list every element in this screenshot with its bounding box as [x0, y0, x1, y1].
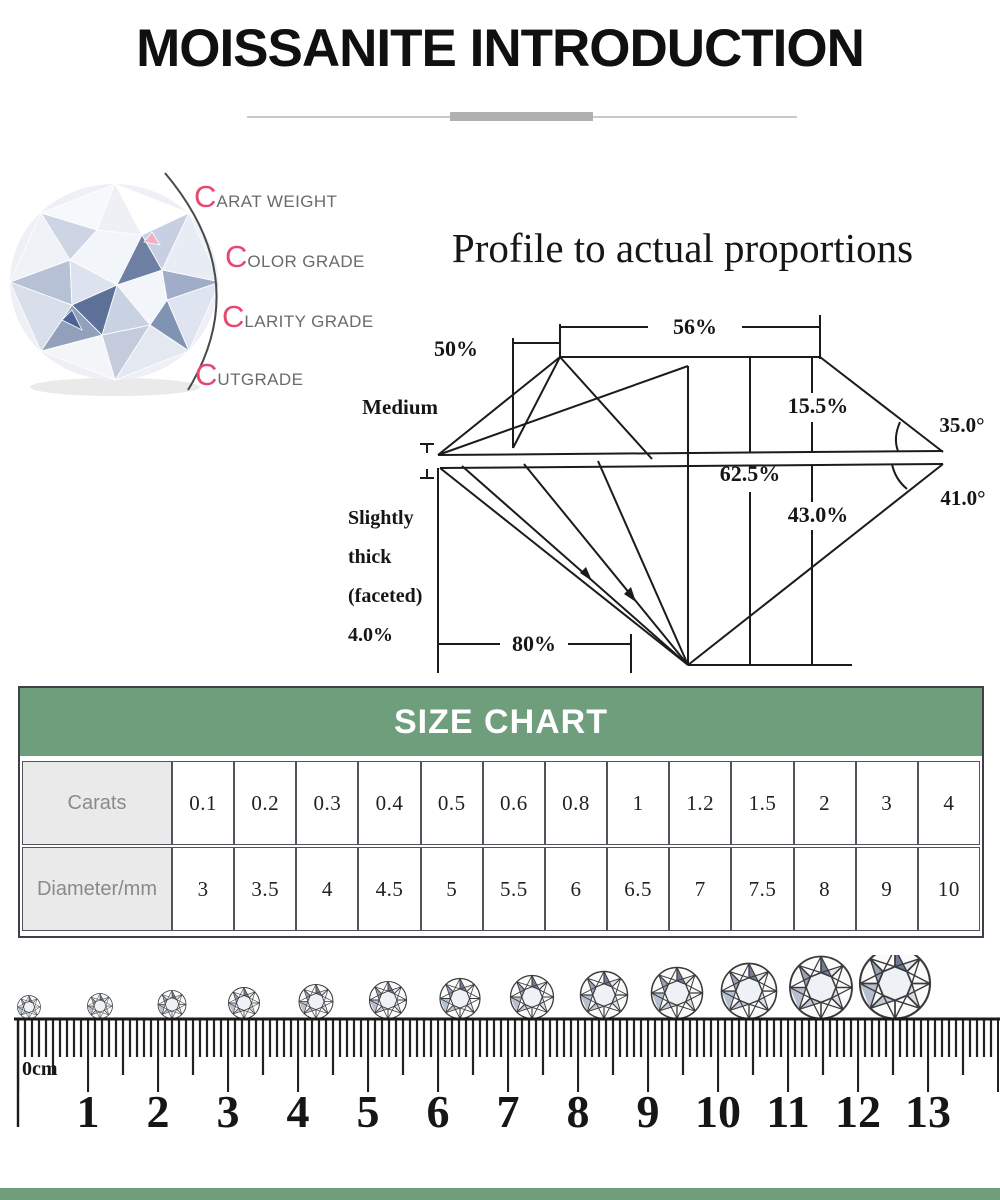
- carats-cell: 0.8: [545, 761, 607, 845]
- title-divider: [247, 112, 797, 122]
- cm-number: 7: [496, 1086, 520, 1137]
- row-label-diameter: Diameter/mm: [22, 847, 172, 931]
- label-pavilion-depth: 43.0%: [787, 502, 849, 527]
- size-chart-table: [20, 756, 982, 936]
- diameter-cell: 9: [856, 847, 918, 931]
- facet-arrowheads: [580, 567, 636, 602]
- diameter-cell: 7.5: [731, 847, 793, 931]
- carat-rest: ARAT WEIGHT: [216, 192, 338, 211]
- label-total-depth: 62.5%: [719, 461, 781, 486]
- grade-label-cut-grade: [195, 359, 303, 390]
- size-chart-header: SIZE CHART: [20, 688, 982, 756]
- diameter-cell: 4.5: [358, 847, 420, 931]
- carat-initial: C: [194, 179, 217, 214]
- page-title: MOISSANITE INTRODUCTION: [136, 19, 864, 78]
- label-girdle-thickness: Medium: [362, 395, 438, 419]
- grade-label-carat-weight: [194, 181, 337, 212]
- cm-number: 13: [905, 1086, 951, 1137]
- carats-cell: 0.1: [172, 761, 234, 845]
- carats-cell: 1.5: [731, 761, 793, 845]
- cm-number: 11: [766, 1086, 810, 1137]
- cm-number: 8: [566, 1086, 590, 1137]
- clarity-rest: LARITY GRADE: [244, 312, 374, 331]
- label-girdle-note-3: (faceted): [348, 585, 423, 607]
- diameter-cell: 7: [669, 847, 731, 931]
- carats-cell: 2: [794, 761, 856, 845]
- diameter-cell: 6.5: [607, 847, 669, 931]
- cm-number: 9: [636, 1086, 660, 1137]
- size-chart: [18, 686, 984, 938]
- cm-number: 12: [835, 1086, 881, 1137]
- diameter-cell: 6: [545, 847, 607, 931]
- label-pavilion-angle: 41.0°: [940, 486, 986, 510]
- cut-rest: UTGRADE: [217, 370, 304, 389]
- label-crown-angle: 35.0°: [939, 413, 985, 437]
- carats-cell: 0.2: [234, 761, 296, 845]
- carats-cell: 0.3: [296, 761, 358, 845]
- ruler-zero-label: 0cm: [22, 1058, 58, 1080]
- bottom-accent-bar: [0, 1188, 1000, 1200]
- carats-cell: 1: [607, 761, 669, 845]
- diameter-cell: 5: [421, 847, 483, 931]
- divider-bar: [450, 112, 593, 121]
- dimension-labels: [348, 314, 986, 656]
- label-crown-height: 15.5%: [787, 393, 849, 418]
- label-girdle-note-2: thick: [348, 546, 392, 568]
- cm-number: 6: [426, 1086, 450, 1137]
- diamond-profile-lines: [420, 315, 943, 673]
- round-brilliant-gem-icon: [10, 184, 220, 380]
- carats-cell: 4: [918, 761, 980, 845]
- color-rest: OLOR GRADE: [247, 252, 365, 271]
- carats-cell: 1.2: [669, 761, 731, 845]
- label-lower-girdle: 80%: [512, 631, 556, 656]
- diameter-cell: 10: [918, 847, 980, 931]
- cm-number: 4: [286, 1086, 310, 1137]
- carats-cell: 0.4: [358, 761, 420, 845]
- diameter-cell: 4: [296, 847, 358, 931]
- cm-number: 1: [76, 1086, 100, 1137]
- table-row-carats: [22, 761, 980, 845]
- row-label-carats: Carats: [22, 761, 172, 845]
- cut-initial: C: [195, 357, 218, 392]
- label-table-width: 56%: [673, 314, 717, 339]
- color-initial: C: [225, 239, 248, 274]
- label-star-facet: 50%: [434, 336, 478, 361]
- proportions-heading: Profile to actual proportions: [451, 225, 914, 271]
- label-girdle-note-4: 4.0%: [348, 624, 393, 646]
- table-row-diameter: [22, 847, 980, 931]
- diameter-cell: 5.5: [483, 847, 545, 931]
- ruler: [0, 955, 1000, 1140]
- carats-cell: 0.5: [421, 761, 483, 845]
- cm-number: 10: [695, 1086, 741, 1137]
- carats-cell: 3: [856, 761, 918, 845]
- cm-number: 5: [356, 1086, 380, 1137]
- proportions-diagram: [330, 300, 1000, 685]
- clarity-initial: C: [222, 299, 245, 334]
- gem-size-row: [18, 955, 931, 1019]
- cm-number: 3: [216, 1086, 240, 1137]
- cm-number: 2: [146, 1086, 170, 1137]
- diameter-cell: 3: [172, 847, 234, 931]
- diameter-cell: 8: [794, 847, 856, 931]
- grade-label-color-grade: [225, 241, 365, 272]
- diameter-cell: 3.5: [234, 847, 296, 931]
- carats-cell: 0.6: [483, 761, 545, 845]
- label-girdle-note-1: Slightly: [348, 507, 414, 529]
